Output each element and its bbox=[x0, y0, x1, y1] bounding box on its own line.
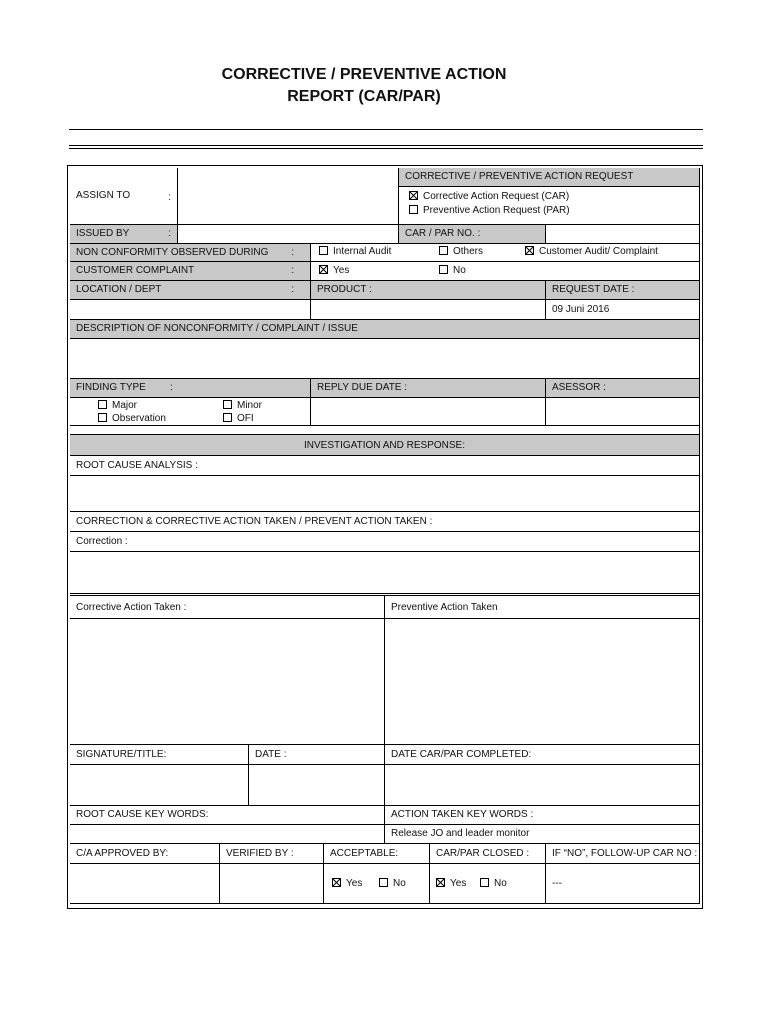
request-date-field[interactable] bbox=[546, 300, 700, 320]
others-label: Others bbox=[453, 246, 484, 257]
acceptable-no-checkbox[interactable] bbox=[379, 878, 388, 887]
root-cause-analysis-field[interactable] bbox=[70, 476, 700, 512]
description-field[interactable] bbox=[70, 339, 700, 379]
request-date-label-cell bbox=[546, 281, 700, 300]
nc-observed-options bbox=[311, 244, 700, 262]
verified-by-label: VERIFIED BY : bbox=[226, 848, 294, 859]
car-par-closed-label: CAR/PAR CLOSED : bbox=[436, 848, 530, 859]
description-header-cell bbox=[70, 320, 700, 339]
header-rule-mid bbox=[69, 145, 703, 146]
complaint-yes-checkbox[interactable] bbox=[319, 265, 328, 274]
assign-to-label: ASSIGN TO bbox=[76, 190, 131, 201]
location-dept-label: LOCATION / DEPT bbox=[76, 284, 162, 295]
par-checkbox[interactable] bbox=[409, 205, 418, 214]
header-rule-bottom bbox=[69, 148, 703, 149]
customer-audit-label: Customer Audit/ Complaint bbox=[539, 246, 658, 257]
closed-yes-label: Yes bbox=[450, 878, 467, 889]
acceptable-yes-checkbox[interactable] bbox=[332, 878, 341, 887]
follow-up-car-value: --- bbox=[552, 878, 562, 889]
correction-field[interactable] bbox=[70, 552, 700, 594]
root-cause-analysis-label-cell bbox=[70, 456, 700, 476]
location-dept-field[interactable] bbox=[70, 300, 311, 320]
observation-checkbox[interactable] bbox=[98, 413, 107, 422]
acceptable-label-cell bbox=[324, 844, 430, 864]
verified-by-field[interactable] bbox=[220, 864, 324, 904]
product-label-cell bbox=[311, 281, 546, 300]
acceptable-yes-label: Yes bbox=[346, 878, 363, 889]
issued-by-label: ISSUED BY bbox=[76, 228, 130, 239]
issued-by-label-cell bbox=[70, 225, 178, 244]
follow-up-car-label: IF “NO”, FOLLOW-UP CAR NO : bbox=[552, 848, 698, 859]
finding-type-label-cell bbox=[70, 379, 311, 398]
car-par-closed-options bbox=[430, 864, 546, 904]
customer-audit-checkbox[interactable] bbox=[525, 246, 534, 255]
assessor-label-cell bbox=[546, 379, 700, 398]
reply-due-date-label: REPLY DUE DATE : bbox=[317, 382, 408, 393]
action-taken-keywords-field[interactable] bbox=[385, 825, 700, 844]
correction-label: Correction : bbox=[76, 536, 128, 547]
correction-label-cell bbox=[70, 532, 700, 552]
correction-header-cell bbox=[70, 512, 700, 532]
customer-complaint-label: CUSTOMER COMPLAINT bbox=[76, 265, 195, 276]
form-title-line1: CORRECTIVE / PREVENTIVE ACTION bbox=[221, 66, 507, 83]
signature-field[interactable] bbox=[70, 765, 249, 806]
internal-audit-label: Internal Audit bbox=[333, 246, 392, 257]
action-taken-keywords-label: ACTION TAKEN KEY WORDS : bbox=[391, 809, 534, 820]
finding-type-label: FINDING TYPE bbox=[76, 382, 146, 393]
signature-label: SIGNATURE/TITLE: bbox=[76, 749, 167, 760]
date-completed-field[interactable] bbox=[385, 765, 700, 806]
minor-checkbox[interactable] bbox=[223, 400, 232, 409]
preventive-action-field[interactable] bbox=[385, 619, 700, 745]
customer-complaint-colon: : bbox=[291, 265, 294, 276]
internal-audit-checkbox[interactable] bbox=[319, 246, 328, 255]
nc-observed-label: NON CONFORMITY OBSERVED DURING bbox=[76, 247, 269, 258]
location-dept-colon: : bbox=[291, 284, 294, 295]
assessor-label: ASESSOR : bbox=[552, 382, 606, 393]
location-dept-label-cell bbox=[70, 281, 311, 300]
issued-by-field[interactable] bbox=[178, 225, 399, 244]
root-cause-analysis-label: ROOT CAUSE ANALYSIS : bbox=[76, 460, 198, 471]
assign-to-label-cell bbox=[70, 168, 178, 225]
form-title-line2: REPORT (CAR/PAR) bbox=[287, 88, 441, 105]
car-par-closed-label-cell bbox=[430, 844, 546, 864]
follow-up-car-field[interactable] bbox=[546, 864, 700, 904]
spacer-row bbox=[70, 426, 700, 435]
root-cause-keywords-label-cell bbox=[70, 806, 385, 825]
description-header: DESCRIPTION OF NONCONFORMITY / COMPLAINT / ISSUE bbox=[76, 323, 358, 334]
date-field[interactable] bbox=[249, 765, 385, 806]
verified-by-label-cell bbox=[220, 844, 324, 864]
car-checkbox[interactable] bbox=[409, 191, 418, 200]
ofi-checkbox[interactable] bbox=[223, 413, 232, 422]
reply-due-date-label-cell bbox=[311, 379, 546, 398]
signature-label-cell bbox=[70, 745, 249, 765]
acceptable-label: ACCEPTABLE: bbox=[330, 848, 399, 859]
corrective-action-field[interactable] bbox=[70, 619, 385, 745]
car-par-no-field[interactable] bbox=[546, 225, 700, 244]
date-label: DATE : bbox=[255, 749, 287, 760]
ca-approved-by-label: C/A APPROVED BY: bbox=[76, 848, 169, 859]
investigation-header-cell bbox=[70, 435, 700, 456]
major-checkbox[interactable] bbox=[98, 400, 107, 409]
ca-approved-by-label-cell bbox=[70, 844, 220, 864]
complaint-no-checkbox[interactable] bbox=[439, 265, 448, 274]
complaint-yes-label: Yes bbox=[333, 265, 350, 276]
corrective-action-label: Corrective Action Taken : bbox=[76, 602, 187, 613]
request-date-label: REQUEST DATE : bbox=[552, 284, 635, 295]
others-checkbox[interactable] bbox=[439, 246, 448, 255]
root-cause-keywords-label: ROOT CAUSE KEY WORDS: bbox=[76, 809, 209, 820]
form-frame bbox=[67, 165, 703, 909]
closed-yes-checkbox[interactable] bbox=[436, 878, 445, 887]
car-par-no-cell bbox=[399, 225, 546, 244]
car-par-no-label: CAR / PAR NO. : bbox=[405, 228, 481, 239]
correction-header: CORRECTION & CORRECTIVE ACTION TAKEN / PREVENT ACTION TAKEN : bbox=[76, 516, 433, 527]
major-label: Major bbox=[112, 400, 138, 411]
ca-approved-by-field[interactable] bbox=[70, 864, 220, 904]
investigation-header: INVESTIGATION AND RESPONSE: bbox=[304, 440, 465, 451]
date-label-cell bbox=[249, 745, 385, 765]
par-option-label: Preventive Action Request (PAR) bbox=[423, 205, 570, 216]
action-taken-keywords-label-cell bbox=[385, 806, 700, 825]
closed-no-label: No bbox=[494, 878, 507, 889]
corrective-action-label-cell bbox=[70, 596, 385, 619]
assign-to-field[interactable] bbox=[178, 168, 399, 225]
request-type-cell bbox=[399, 187, 700, 225]
minor-label: Minor bbox=[237, 400, 263, 411]
ofi-label: OFI bbox=[237, 413, 254, 424]
nc-observed-label-cell bbox=[70, 244, 311, 262]
issued-by-colon: : bbox=[168, 228, 171, 239]
complaint-no-label: No bbox=[453, 265, 466, 276]
follow-up-car-label-cell bbox=[546, 844, 700, 864]
request-header: CORRECTIVE / PREVENTIVE ACTION REQUEST bbox=[405, 171, 634, 182]
preventive-action-label: Preventive Action Taken bbox=[391, 602, 498, 613]
acceptable-options bbox=[324, 864, 430, 904]
car-option-label: Corrective Action Request (CAR) bbox=[423, 191, 570, 202]
finding-type-colon: : bbox=[170, 382, 173, 393]
assessor-field[interactable] bbox=[546, 398, 700, 426]
header-rule-top bbox=[69, 129, 703, 130]
assign-to-colon: : bbox=[168, 192, 171, 203]
request-header-cell bbox=[399, 168, 700, 187]
root-cause-keywords-field[interactable] bbox=[70, 825, 385, 844]
date-completed-label-cell bbox=[385, 745, 700, 765]
product-label: PRODUCT : bbox=[317, 284, 372, 295]
reply-due-date-field[interactable] bbox=[311, 398, 546, 426]
customer-complaint-options bbox=[311, 262, 700, 281]
action-taken-keywords-value: Release JO and leader monitor bbox=[391, 828, 530, 839]
product-field[interactable] bbox=[311, 300, 546, 320]
nc-observed-colon: : bbox=[291, 247, 294, 258]
closed-no-checkbox[interactable] bbox=[480, 878, 489, 887]
acceptable-no-label: No bbox=[393, 878, 406, 889]
customer-complaint-label-cell bbox=[70, 262, 311, 281]
date-completed-label: DATE CAR/PAR COMPLETED: bbox=[391, 749, 532, 760]
preventive-action-label-cell bbox=[385, 596, 700, 619]
observation-label: Observation bbox=[112, 413, 166, 424]
request-date-value: 09 Juni 2016 bbox=[552, 304, 610, 315]
finding-type-options bbox=[70, 398, 311, 426]
